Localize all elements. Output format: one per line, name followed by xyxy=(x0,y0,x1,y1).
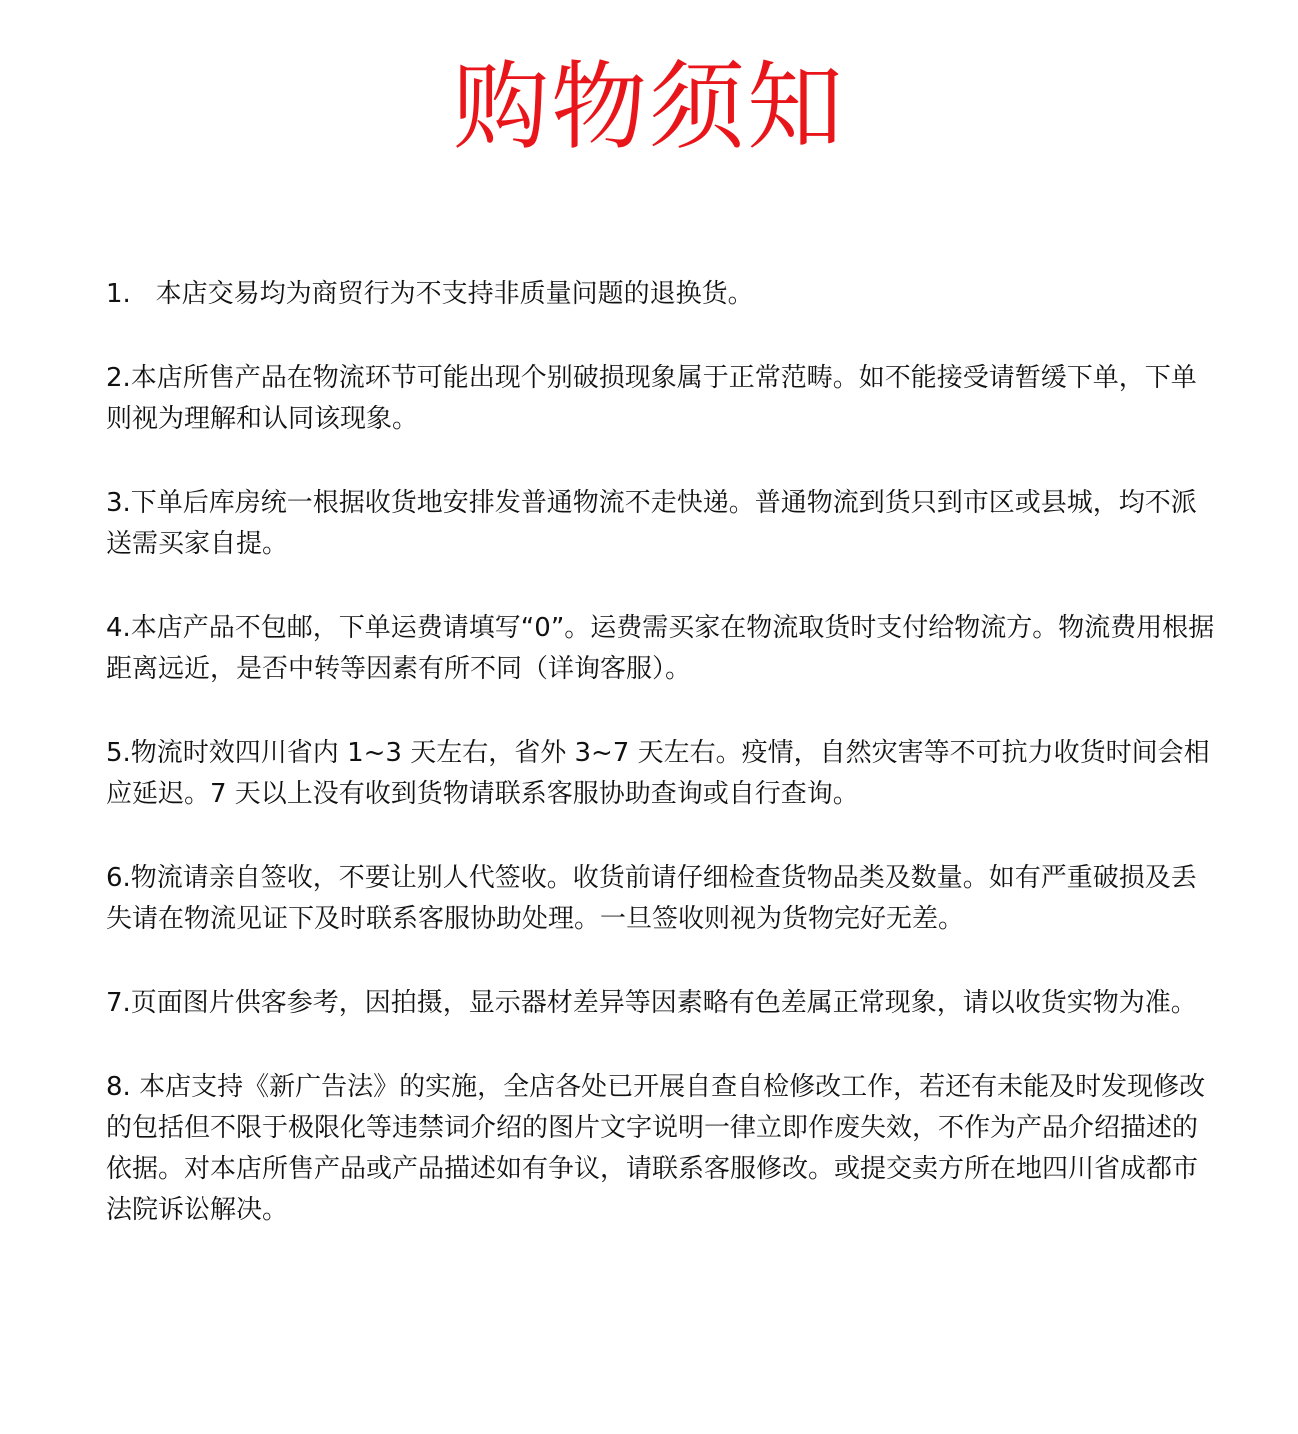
rule-item-4: 4.本店产品不包邮，下单运费请填写“0”。运费需买家在物流取货时支付给物流方。物流费用根据距离远近，是否中转等因素有所不同（详询客服）。 xyxy=(106,613,1215,684)
rule-item-3: 3.下单后库房统一根据收货地安排发普通物流不走快递。普通物流到货只到市区或县城，均不派送需买家自提。 xyxy=(106,488,1197,559)
page-title: 购物须知 xyxy=(453,51,845,163)
rule-item-7: 7.页面图片供客参考，因拍摄，显示器材差异等因素略有色差属正常现象，请以收货实物为准。 xyxy=(106,988,1197,1018)
rule-item-1: 1. 本店交易均为商贸行为不支持非质量问题的退换货。 xyxy=(106,279,754,309)
rule-item-5: 5.物流时效四川省内 1~3 天左右，省外 3~7 天左右。疫情，自然灾害等不可抗力收货时间会相应延迟。7 天以上没有收到货物请联系客服协助查询或自行查询。 xyxy=(106,738,1210,809)
rule-item-2: 2.本店所售产品在物流环节可能出现个别破损现象属于正常范畴。如不能接受请暂缓下单，下单则视为理解和认同该现象。 xyxy=(106,363,1197,434)
rule-item-8: 8. 本店支持《新广告法》的实施，全店各处已开展自查自检修改工作，若还有未能及时发现修改的包括但不限于极限化等违禁词介绍的图片文字说明一律立即作废失效，不作为产品介绍描述的依据。对本店所售产品或产品描述如有争议，请联系客服修改。或提交卖方所在地四川省成都市法院诉讼解决。 xyxy=(106,1072,1206,1225)
rule-item-6: 6.物流请亲自签收，不要让别人代签收。收货前请仔细检查货物品类及数量。如有严重破损及丢失请在物流见证下及时联系客服协助处理。一旦签收则视为货物完好无差。 xyxy=(106,863,1197,934)
rules-list xyxy=(106,274,1218,1231)
